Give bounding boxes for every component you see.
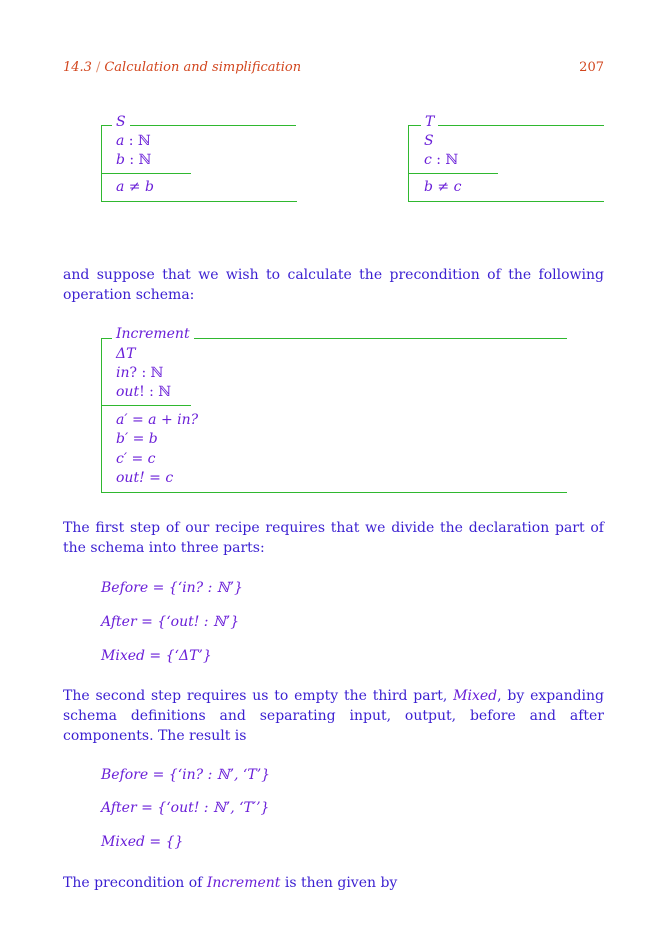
schema-s-left-line xyxy=(101,125,102,201)
equation-after-1: After = {‘out! : ℕ’} xyxy=(101,614,240,630)
schema-increment-pred-b: b′ = b xyxy=(116,431,158,447)
schema-t-name: T xyxy=(421,114,438,130)
schema-t-divider xyxy=(408,173,498,174)
schema-increment-pred-a: a′ = a + in? xyxy=(116,412,199,428)
schema-t-decl-s: S xyxy=(424,133,434,149)
schema-s-bottom-line xyxy=(101,201,297,202)
paragraph-second-step: The second step requires us to empty the third part, Mixed, by expanding schema definitions and separating input, output, before and after components. The result is xyxy=(63,688,604,744)
schema-s-divider xyxy=(101,173,191,174)
equation-before-1: Before = {‘in? : ℕ’} xyxy=(101,580,243,596)
schema-increment-decl-in: in? : ℕ xyxy=(116,365,164,381)
equation-mixed-1: Mixed = {‘ΔT’} xyxy=(101,648,212,664)
schema-increment-name: Increment xyxy=(112,326,194,342)
schema-increment-pred-out: out! = c xyxy=(116,470,174,486)
equation-before-2: Before = {‘in? : ℕ’, ‘T’} xyxy=(101,767,271,783)
schema-t-bottom-line xyxy=(408,201,604,202)
schema-s-top-line xyxy=(101,125,296,126)
schema-increment-divider xyxy=(101,405,191,406)
page-number: 207 xyxy=(579,60,604,75)
running-header xyxy=(63,60,301,75)
schema-increment-left-line xyxy=(101,338,102,492)
section-title: Calculation and simplification xyxy=(104,60,302,75)
paragraph-precondition: The precondition of Increment is then given by xyxy=(63,875,398,891)
schema-s-decl-a: a : ℕ xyxy=(116,133,151,149)
schema-s-name: S xyxy=(112,114,130,130)
paragraph-intro: and suppose that we wish to calculate the precondition of the following operation schema: xyxy=(63,267,604,303)
schema-t-predicate: b ≠ c xyxy=(424,179,462,195)
section-number: 14.3 xyxy=(63,60,92,75)
paragraph-first-step: The first step of our recipe requires that we divide the declaration part of the schema into three parts: xyxy=(63,520,604,556)
equation-after-2: After = {‘out! : ℕ’, ‘T′’} xyxy=(101,800,270,816)
schema-s-predicate: a ≠ b xyxy=(116,179,154,195)
schema-increment-decl-out: out! : ℕ xyxy=(116,384,172,400)
header-separator: / xyxy=(95,60,101,75)
equation-mixed-2: Mixed = {} xyxy=(101,834,184,850)
schema-increment-decl-delta: ΔT xyxy=(116,346,136,362)
schema-t-left-line xyxy=(408,125,409,201)
schema-s-decl-b: b : ℕ xyxy=(116,152,152,168)
schema-t-decl-c: c : ℕ xyxy=(424,152,459,168)
schema-increment-pred-c: c′ = c xyxy=(116,451,156,467)
schema-increment-bottom-line xyxy=(101,492,567,493)
